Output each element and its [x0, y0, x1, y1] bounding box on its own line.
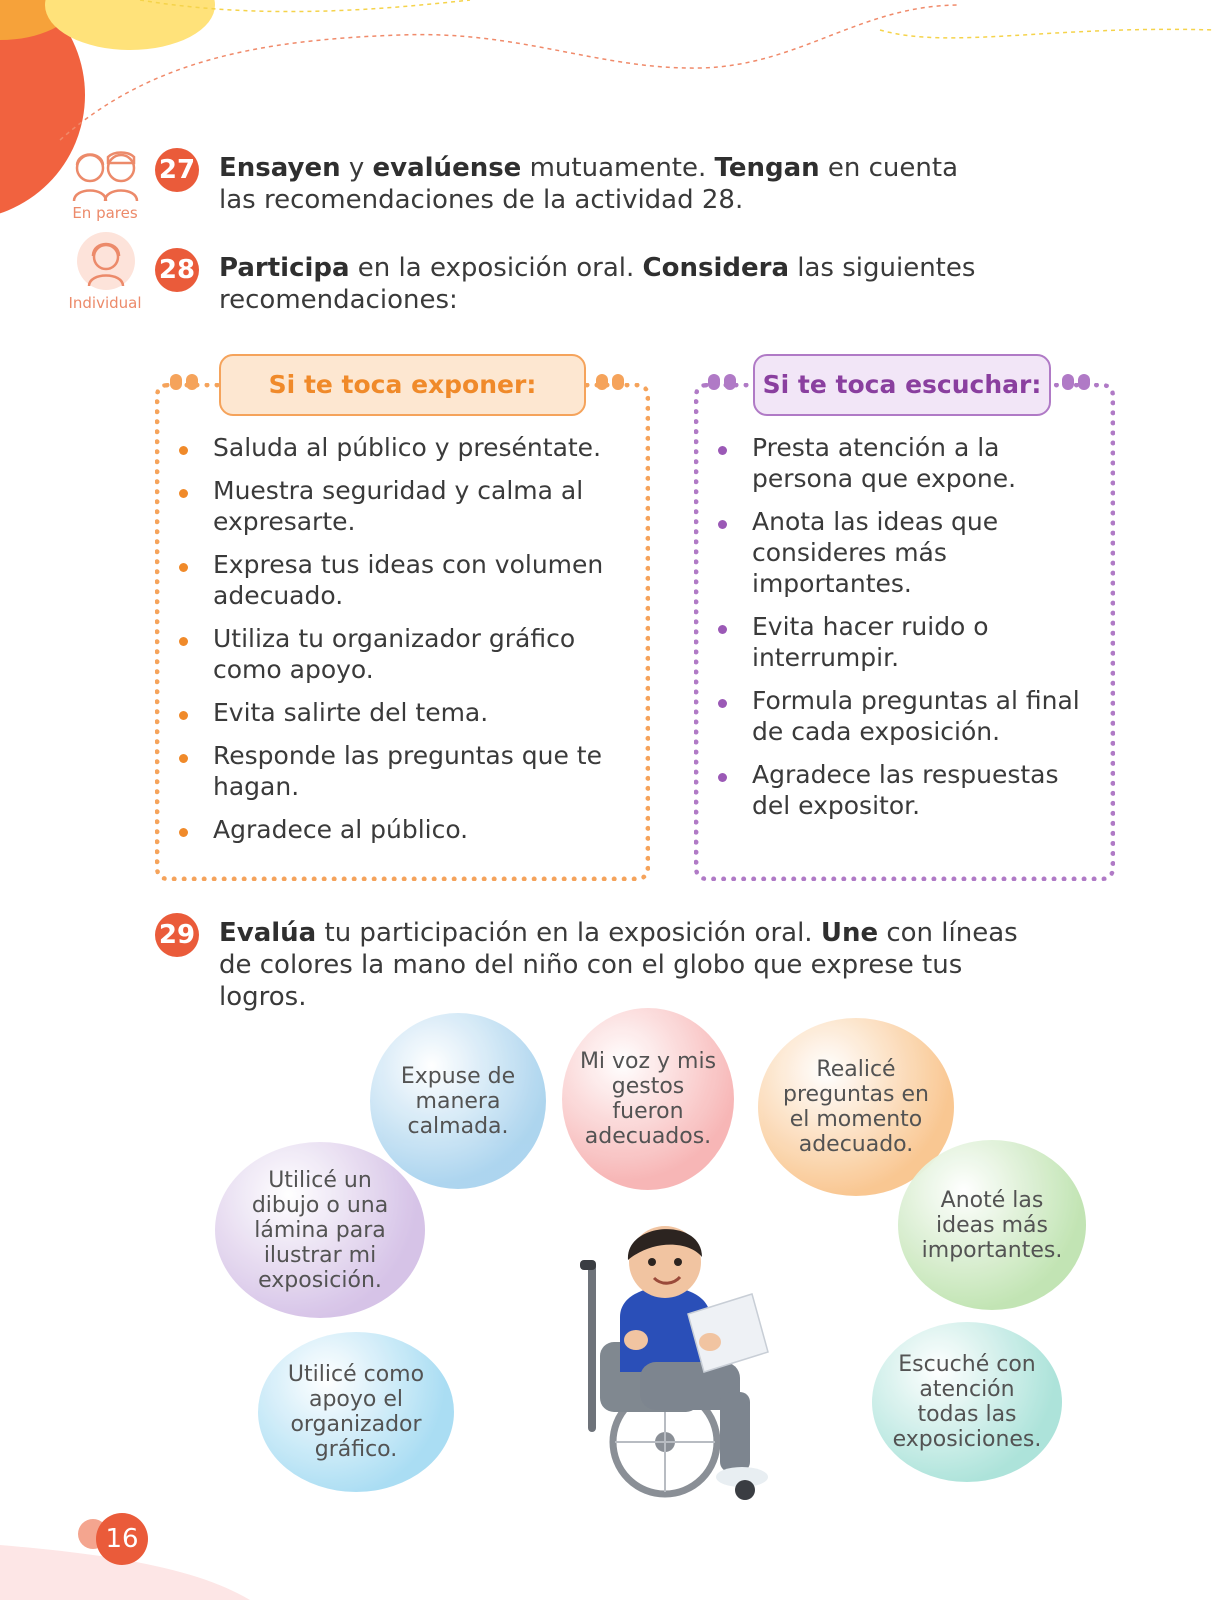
list-item: [718, 685, 1088, 747]
bullet-icon: [179, 446, 188, 455]
mode-label-pairs: En pares: [72, 204, 138, 222]
bullet-icon: [179, 711, 188, 720]
list-item-text: Responde las preguntas que te hagan.: [213, 741, 602, 801]
balloon-listened: [872, 1322, 1062, 1482]
bullet-icon: [718, 773, 727, 782]
list-item: [718, 611, 1088, 673]
escuchar-title: Si te toca escuchar:: [753, 354, 1051, 416]
balloon-text: Expuse de manera calmada.: [400, 1063, 516, 1139]
keyword: Ensayen: [219, 153, 341, 183]
mode-label-individual: Individual: [68, 294, 142, 312]
list-item: [718, 432, 1088, 494]
list-item-text: Muestra seguridad y calma al expresarte.: [213, 476, 584, 536]
keyword: Evalúa: [219, 918, 317, 948]
list-item-text: Agradece al público.: [213, 815, 469, 844]
list-item: [179, 697, 619, 728]
escuchar-list: [718, 432, 1088, 833]
box-connector: [1062, 374, 1074, 390]
activity-28-text: Participa en la exposición oral. Considera las siguientes recomendaciones:: [219, 253, 976, 315]
page-number: 16: [96, 1513, 148, 1565]
balloon-organizer: [258, 1332, 454, 1492]
balloon-text: Utilicé como apoyo el organizador gráfico.: [287, 1362, 425, 1462]
keyword: Considera: [642, 253, 789, 283]
balloon-voice: [562, 1008, 734, 1190]
bullet-icon: [718, 699, 727, 708]
list-item: [179, 740, 619, 802]
box-connector: [708, 374, 720, 390]
balloon-text: Utilicé un dibujo o una lámina para ilustrar mi exposición.: [251, 1167, 389, 1293]
balloon-drawing: [215, 1142, 425, 1318]
list-item: [179, 623, 619, 685]
box-connector: [170, 374, 182, 390]
exponer-title: Si te toca exponer:: [219, 354, 586, 416]
bullet-icon: [718, 446, 727, 455]
activity-number: 27: [155, 148, 199, 192]
box-connector: [724, 374, 736, 390]
list-item-text: Utiliza tu organizador gráfico como apoyo.: [213, 624, 576, 684]
bullet-icon: [179, 563, 188, 572]
list-item-text: Evita hacer ruido o interrumpir.: [752, 612, 989, 672]
activity-number: 28: [155, 248, 199, 292]
bullet-icon: [718, 520, 727, 529]
list-item-text: Formula preguntas al final de cada exposición.: [752, 686, 1080, 746]
pair-icon: [68, 143, 142, 203]
list-item: [179, 475, 619, 537]
list-item: [718, 759, 1088, 821]
activity-number: 29: [155, 913, 199, 957]
list-item-text: Presta atención a la persona que expone.: [752, 433, 1017, 493]
list-item: [179, 549, 619, 611]
list-item-text: Anota las ideas que consideres más importantes.: [752, 507, 999, 598]
exponer-list: [179, 432, 619, 857]
activity-29-text: Evalúa tu participación en la exposición oral. Une con líneas de colores la mano del niño con el globo que exprese tus logros.: [219, 918, 1018, 1012]
list-item-text: Evita salirte del tema.: [213, 698, 489, 727]
list-item: [718, 506, 1088, 599]
balloon-ideas: [898, 1140, 1086, 1310]
activity-27-text: Ensayen y evalúense mutuamente. Tengan en cuenta las recomendaciones de la actividad 28.: [219, 153, 959, 215]
balloon-text: Mi voz y mis gestos fueron adecuados.: [579, 1049, 717, 1149]
keyword: Participa: [219, 253, 350, 283]
bullet-icon: [179, 754, 188, 763]
keyword: evalúense: [372, 153, 522, 183]
box-connector: [612, 374, 624, 390]
individual-icon: [77, 232, 135, 290]
list-item: [179, 814, 619, 845]
balloon-text: Escuché con atención todas las exposiciones.: [892, 1352, 1042, 1452]
balloon-text: Realicé preguntas en el momento adecuado.: [783, 1057, 929, 1157]
balloon-calm: [370, 1013, 546, 1189]
list-item: [179, 432, 619, 463]
list-item-text: Expresa tus ideas con volumen adecuado.: [213, 550, 604, 610]
keyword: Une: [820, 918, 879, 948]
bullet-icon: [179, 828, 188, 837]
list-item-text: Agradece las respuestas del expositor.: [752, 760, 1059, 820]
box-connector: [186, 374, 198, 390]
balloon-text: Anoté las ideas más importantes.: [921, 1187, 1063, 1263]
keyword: Tengan: [714, 153, 820, 183]
boy-wheelchair-illustration: [570, 1222, 790, 1507]
bullet-icon: [179, 637, 188, 646]
box-connector: [1078, 374, 1090, 390]
bullet-icon: [718, 625, 727, 634]
list-item-text: Saluda al público y preséntate.: [213, 433, 602, 462]
bullet-icon: [179, 489, 188, 498]
box-connector: [596, 374, 608, 390]
